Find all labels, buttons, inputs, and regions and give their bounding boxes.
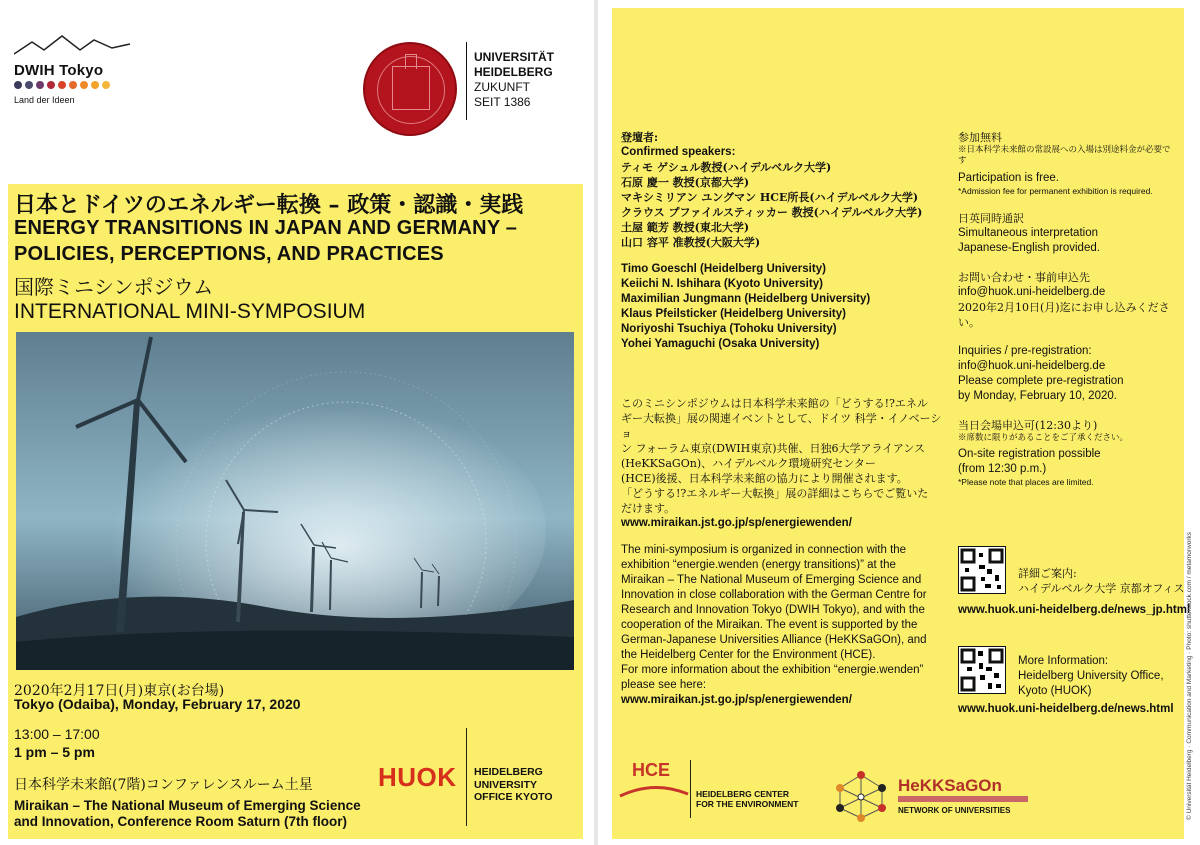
hce-swoosh-icon [618, 780, 690, 800]
speakers-label-en: Confirmed speakers: [621, 146, 736, 158]
hce-divider [690, 760, 691, 818]
speaker-ja: クラウス プファイルスティッカー 教授(ハイデルベルク大学) [621, 206, 923, 219]
about-en-line: Miraikan – The National Museum of Emerging Science and [621, 574, 922, 586]
dwih-logo [14, 34, 132, 105]
huok-name-line: UNIVERSITY [474, 778, 538, 791]
venue-en [14, 798, 361, 830]
about-en-line: the Heidelberg Center for the Environment (HCE). [621, 649, 876, 661]
hekksagon-strip [898, 796, 1028, 802]
about-en-line: Innovation in close collaboration with the German Centre for [621, 589, 927, 601]
inquiry-ja: お問い合わせ・事前申込先 [958, 271, 1090, 284]
about-en-line: German-Japanese Universities Alliance (HeKKSaGOn), and [621, 634, 927, 646]
inquiry-en-label: Inquiries / pre-registration: [958, 345, 1092, 357]
hce-name [696, 789, 798, 809]
about-ja-url[interactable]: www.miraikan.jst.go.jp/sp/energiewenden/ [621, 517, 852, 529]
speaker-en: Keiichi N. Ishihara (Kyoto University) [621, 278, 823, 290]
logo-divider [466, 42, 467, 120]
title-en-line2: POLICIES, PERCEPTIONS, AND PRACTICES [14, 243, 444, 265]
inquiry-en-2: by Monday, February 10, 2020. [958, 390, 1117, 402]
about-en-line: cooperation of the Miraikan. The event is supported by the [621, 619, 918, 631]
time-12h: 1 pm – 5 pm [14, 744, 95, 760]
about-en-line: The mini-symposium is organized in connection with the [621, 544, 907, 556]
qr1-line: ハイデルベルク大学 京都オフィス [1018, 582, 1185, 595]
hce-name-line: FOR THE ENVIRONMENT [696, 799, 799, 809]
date-ja: 2020年2月17日(月)東京(お台場) [14, 683, 225, 699]
wind-turbine-photo [16, 332, 574, 670]
about-ja-line: ン フォーラム東京(DWIH東京)共催、日独6大学アライアンス [621, 442, 926, 455]
interp-en-1: Simultaneous interpretation [958, 227, 1098, 239]
huok-name-line: HEIDELBERG [474, 766, 543, 778]
info-column [958, 130, 1173, 488]
interp-ja: 日英同時通訳 [958, 212, 1024, 225]
qr1-text [1018, 566, 1185, 596]
subtitle-ja: 国際ミニシンポジウム [14, 275, 214, 299]
date-en: Tokyo (Odaiba), Monday, February 17, 2020 [14, 696, 301, 712]
dwih-dots [14, 81, 132, 89]
hekksagon-subtitle: NETWORK OF UNIVERSITIES [898, 806, 1011, 815]
fee-note-en: *Admission fee for permanent exhibition is required. [958, 186, 1153, 196]
university-seal-icon [363, 42, 457, 136]
inquiry-en-1: Please complete pre-registration [958, 375, 1124, 387]
university-name [474, 50, 554, 110]
speaker-ja: ティモ ゲシュル教授(ハイデルベルク大学) [621, 161, 832, 174]
venue-en-line1: Miraikan – The National Museum of Emerging Science [14, 798, 361, 813]
onsite-note-en: *Please note that places are limited. [958, 477, 1094, 487]
subtitle-en: INTERNATIONAL MINI-SYMPOSIUM [14, 300, 366, 323]
title-en-line1: ENERGY TRANSITIONS IN JAPAN AND GERMANY – [14, 217, 518, 239]
inquiry-email[interactable]: info@huok.uni-heidelberg.de [958, 286, 1106, 298]
fee-note-ja: ※日本科学未来館の常設展への入場は別途料金が必要です [958, 145, 1171, 166]
uni-line: HEIDELBERG [474, 65, 553, 79]
onsite-en-1: On-site registration possible [958, 448, 1101, 460]
qr1-url[interactable]: www.huok.uni-heidelberg.de/news_jp.html [958, 604, 1191, 616]
onsite-ja: 当日会場申込可(12:30より) [958, 419, 1098, 432]
qr2-line: Kyoto (HUOK) [1018, 685, 1092, 697]
onsite-note-ja: ※席数に限りがあることをご了承ください。 [958, 433, 1129, 443]
about-en-url[interactable]: www.miraikan.jst.go.jp/sp/energiewenden/ [621, 694, 852, 706]
about-en-line: please see here: [621, 679, 707, 691]
hekksagon-logo: HeKKSaGOn [898, 776, 1002, 795]
photo-credit: © Universität Heidelberg · Communication and Marketing · Photo: shutterstock.com / metamorworks [1186, 531, 1193, 820]
title-ja: 日本とドイツのエネルギー転換 – 政策・認識・実践 [14, 192, 524, 218]
speaker-ja: マキシミリアン ユングマン HCE所長(ハイデルベルク大学) [621, 191, 919, 204]
uni-line: ZUKUNFT [474, 80, 530, 94]
hce-name-line: HEIDELBERG CENTER [696, 789, 790, 799]
about-ja-line: (HCE)後援、日本科学未来館の協力により開催されます。 [621, 472, 908, 485]
about-ja-line: (HeKKSaGOn)、ハイデルベルク環境研究センター [621, 457, 876, 470]
huok-divider [466, 728, 467, 826]
about-en-line: Research and Innovation Tokyo (DWIH Tokyo), and with the [621, 604, 925, 616]
inquiry-deadline-ja: 2020年2月10日(月)迄にお申し込みください。 [958, 301, 1170, 329]
about-ja-line: 「どうする!?エネルギー大転換」展の詳細はこちらでご覧いた [621, 487, 929, 500]
about-ja-line: このミニシンポジウムは日本科学未来館の「どうする!?エネル [621, 397, 928, 410]
huok-name [474, 766, 553, 804]
speakers-label-ja: 登壇者: [621, 131, 659, 144]
inquiry-en-email[interactable]: info@huok.uni-heidelberg.de [958, 360, 1106, 372]
hce-logo: HCE [632, 760, 671, 780]
huok-name-line: OFFICE KYOTO [474, 791, 553, 803]
speakers-and-about [621, 130, 947, 708]
venue-en-line2: and Innovation, Conference Room Saturn (7th floor) [14, 814, 348, 829]
qr-code-icon[interactable] [958, 546, 1006, 594]
about-en-line: exhibition “energie.wenden (energy transitions)” at the [621, 559, 896, 571]
speaker-en: Maximilian Jungmann (Heidelberg University) [621, 293, 871, 305]
uni-line: UNIVERSITÄT [474, 50, 555, 64]
time-24h: 13:00 – 17:00 [14, 726, 100, 742]
hekksagon-network-icon [830, 770, 892, 822]
uni-line: SEIT 1386 [474, 95, 531, 109]
fee-title-ja: 参加無料 [958, 131, 1002, 144]
qr-code-icon[interactable] [958, 646, 1006, 694]
speaker-en: Klaus Pfeilsticker (Heidelberg University) [621, 308, 846, 320]
interp-en-2: Japanese-English provided. [958, 242, 1100, 254]
speaker-en: Noriyoshi Tsuchiya (Tohoku University) [621, 323, 837, 335]
huok-logo: HUOK [378, 762, 457, 792]
speaker-ja: 土屋 範芳 教授(東北大学) [621, 221, 750, 234]
qr2-line: Heidelberg University Office, [1018, 670, 1164, 682]
about-en-line: For more information about the exhibition “energie.wenden” [621, 664, 924, 676]
onsite-en-2: (from 12:30 p.m.) [958, 463, 1047, 475]
venue-ja: 日本科学未来館(7階)コンファレンスルーム土星 [14, 777, 313, 793]
qr2-url[interactable]: www.huok.uni-heidelberg.de/news.html [958, 703, 1174, 715]
speaker-ja: 石原 慶一 教授(京都大学) [621, 176, 750, 189]
fee-en: Participation is free. [958, 172, 1059, 184]
speaker-en: Timo Goeschl (Heidelberg University) [621, 263, 826, 275]
mountain-skyline-icon [14, 34, 132, 56]
about-ja-line: だけます。 [621, 502, 676, 515]
about-ja-line: ギー大転換」展の関連イベントとして、ドイツ 科学・イノベーショ [621, 412, 942, 440]
speaker-en: Yohei Yamaguchi (Osaka University) [621, 338, 820, 350]
qr1-line: 詳細ご案内: [1018, 567, 1077, 580]
dwih-tagline: Land der Ideen [14, 95, 75, 105]
dwih-name: DWIH Tokyo [14, 62, 104, 79]
qr2-line: More Information: [1018, 655, 1109, 667]
qr2-text [1018, 654, 1164, 699]
speaker-ja: 山口 容平 准教授(大阪大学) [621, 236, 761, 249]
